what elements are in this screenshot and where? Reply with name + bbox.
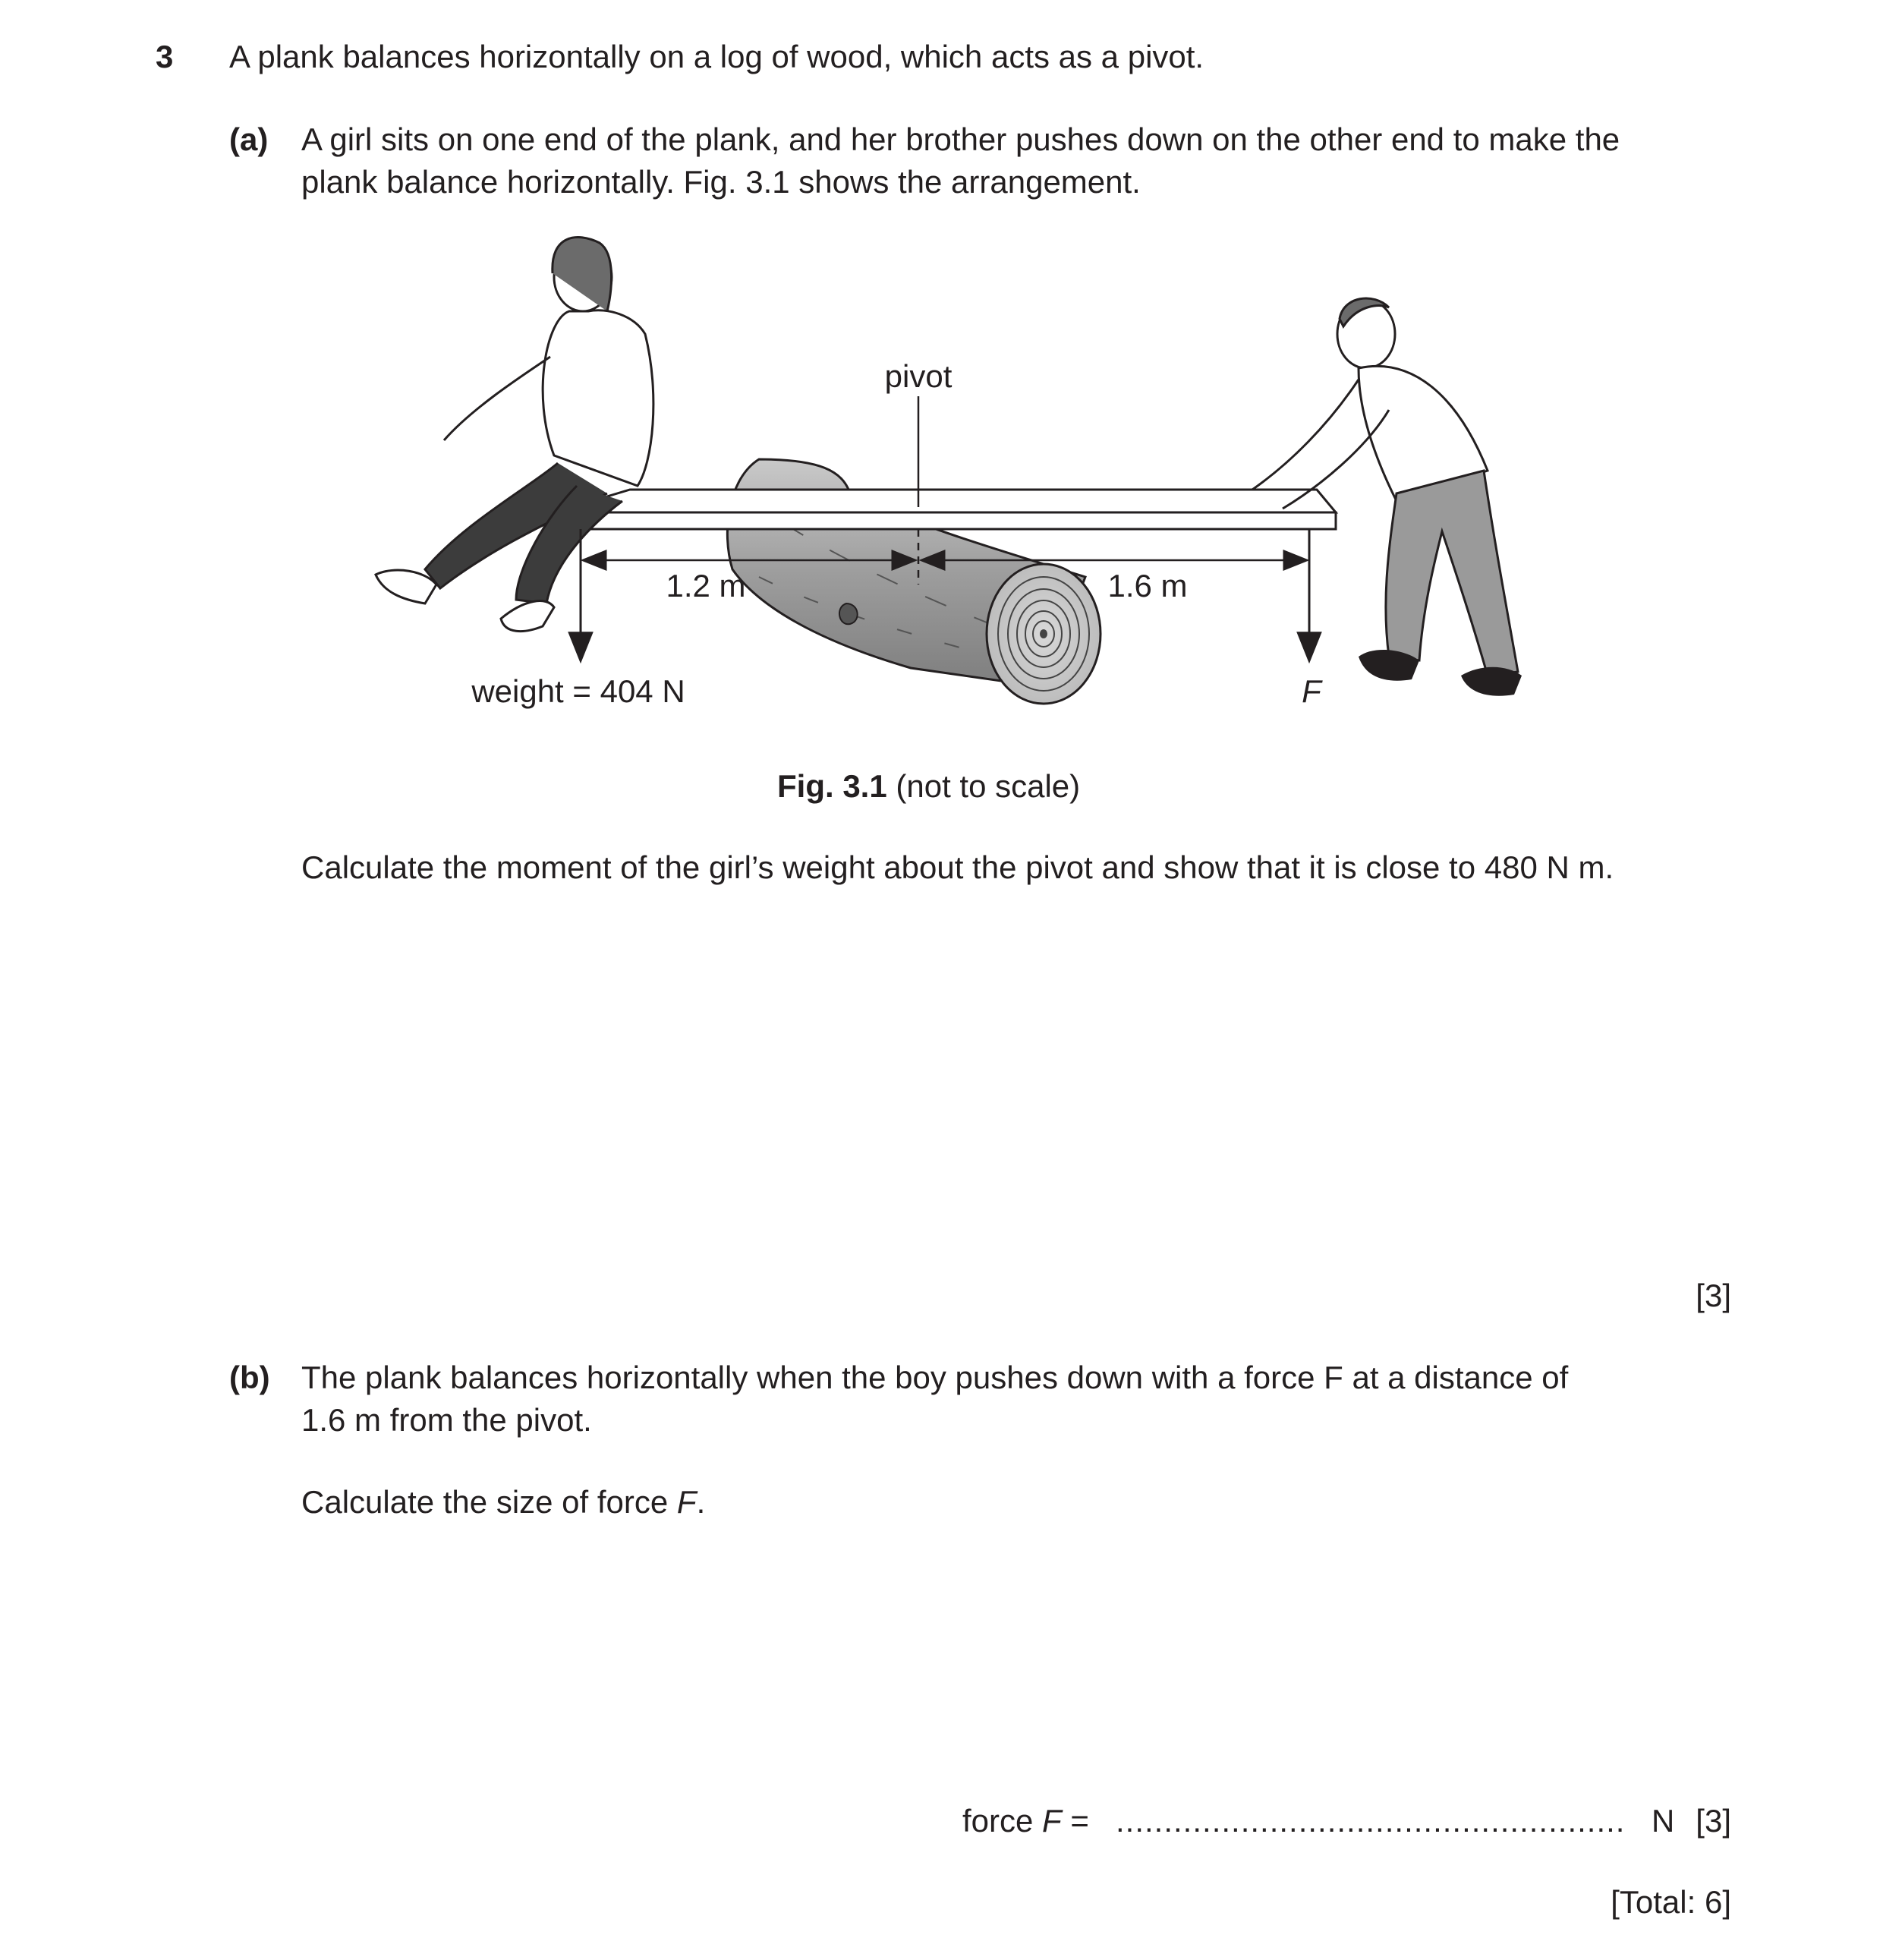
- answer-unit: N: [1652, 1803, 1675, 1839]
- part-b-label: (b): [229, 1360, 270, 1395]
- figure-caption-note: (not to scale): [886, 768, 1081, 804]
- total-marks: [Total: 6]: [1611, 1884, 1731, 1920]
- pivot-label: pivot: [884, 358, 953, 394]
- figure-caption-number: Fig. 3.1: [777, 768, 887, 804]
- figure-caption: [777, 765, 1080, 808]
- figure-plank-on-log: [0, 0, 1883, 759]
- answer-equals: =: [1061, 1803, 1089, 1839]
- answer-variable: F: [1042, 1803, 1062, 1839]
- part-b-instruction: [301, 1481, 705, 1524]
- distance-label-left: 1.2 m: [666, 568, 746, 603]
- part-b-marks: [3]: [1696, 1803, 1731, 1839]
- part-b-instruction-variable: F: [676, 1484, 697, 1520]
- part-b-text-line1: The plank balances horizontally when the boy pushes down with a force F at a distance of: [301, 1360, 1569, 1395]
- part-b-text-line2: 1.6 m from the pivot.: [301, 1402, 592, 1438]
- part-b-working-space[interactable]: [301, 1533, 1736, 1784]
- question-stem: A plank balances horizontally on a log of wood, which acts as a pivot.: [229, 39, 1204, 74]
- force-label: F: [1302, 673, 1321, 709]
- part-a-working-space[interactable]: [301, 896, 1736, 1260]
- girl-figure: [376, 238, 653, 632]
- plank: [554, 490, 1336, 529]
- weight-label: weight = 404 N: [471, 673, 685, 709]
- part-a-instruction: Calculate the moment of the girl’s weight about the pivot and show that it is close to 480 N m.: [301, 849, 1614, 885]
- distance-label-right: 1.6 m: [1107, 568, 1188, 603]
- question-number: 3: [156, 39, 174, 74]
- answer-prefix: force: [962, 1803, 1043, 1839]
- part-b-instruction-end: .: [696, 1484, 706, 1520]
- part-a-label: (a): [229, 121, 269, 157]
- answer-input-dots[interactable]: .....................................................: [1116, 1803, 1626, 1839]
- part-a-text-line2: plank balance horizontally. Fig. 3.1 shows the arrangement.: [301, 164, 1141, 200]
- part-b-instruction-text: Calculate the size of force: [301, 1484, 677, 1520]
- part-a-marks: [3]: [1696, 1278, 1731, 1313]
- part-a-text-line1: A girl sits on one end of the plank, and her brother pushes down on the other end to make the: [301, 121, 1620, 157]
- answer-line: [962, 1800, 1089, 1842]
